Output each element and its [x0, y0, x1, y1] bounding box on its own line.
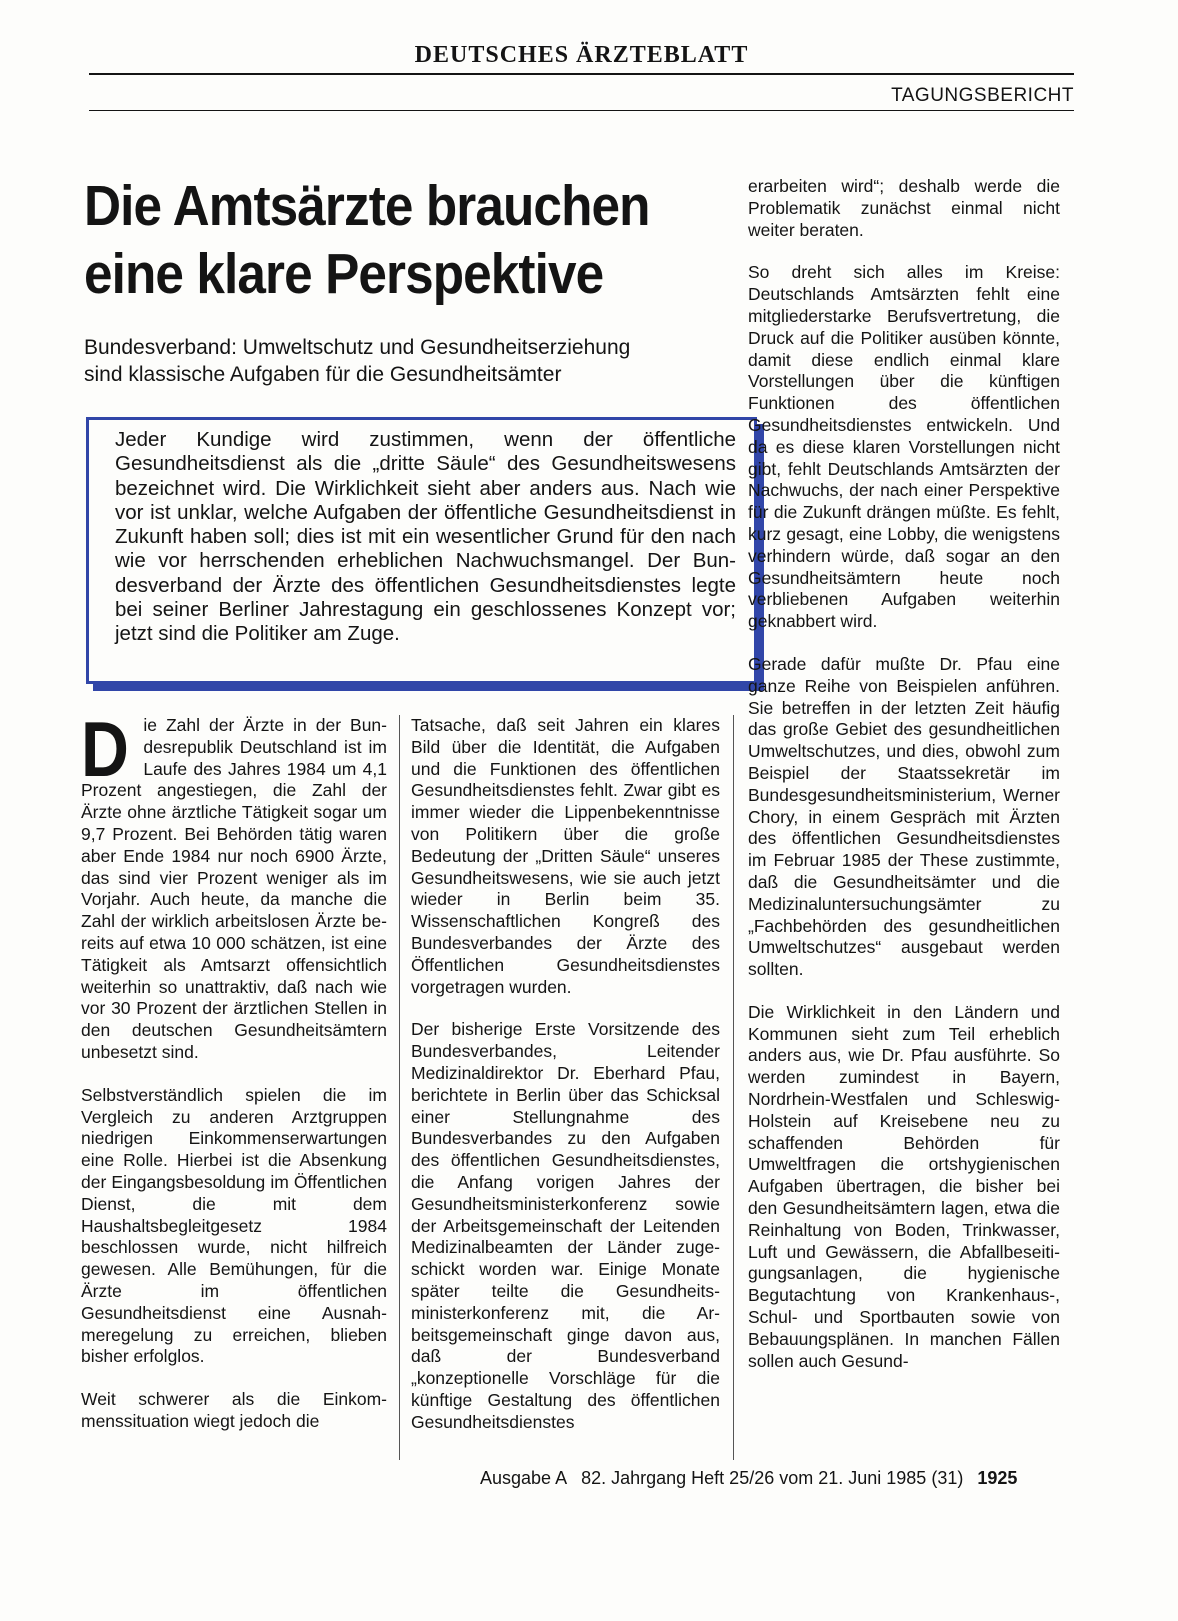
lead-paragraph: Jeder Kundige wird zustimmen, wenn der öffentliche Gesundheitsdienst als die „dritte Säule“ des Gesundheitswesens bezeichnet wird. Die Wirklichkeit sieht aber anders aus. Nach wie vor ist unklar, welche Aufgaben der öffentliche Gesundheitsdienst in Zukunft haben soll; dies ist mit ein wesentlicher Grund für den nach wie vor herrschenden erheblichen Nachwuchsmangel. Der Bundesverband der Ärzte des öffentlichen Gesundheitsdienstes legte bei seiner Berliner Jahrestagung ein geschlossenes Konzept vor; jetzt sind die Politiker am Zuge.	[115, 428, 736, 646]
paragraph: Die Wirklichkeit in den Ländern und Kommunen sieht zum Teil erheblich anders aus, wie Dr. Pfau ausführte. So werden zumindest in Bayern, Nordrhein-Westfalen und Schleswig-Holstein auf Kreisebene neu zu schaffenden Behörden für Umweltfragen die ortshygienischen Aufgaben übertragen, die bisher bei den Gesundheitsämtern lagen, etwa die Reinhaltung von Boden, Trinkwasser, Luft und Gewässern, die Abfallbeseitigungsanlagen, die hygienische Begutachtung von Krankenhaus-, Schul- und Sportbauten sowie von Bebauungsplänen. In manchen Fällen sollen auch Gesund-	[748, 1001, 1060, 1371]
header-rule-top	[89, 73, 1074, 75]
subhead-line-2: sind klassische Aufgaben für die Gesundheitsämter	[84, 363, 562, 386]
header-rule-bottom	[89, 110, 1074, 111]
paragraph: So dreht sich alles im Kreise: Deutschlands Amtsärzten fehlt eine mitgliederstarke Berufsvertretung, die Druck auf die Politiker ausüben könnte, damit diese endlich einmal klare Vorstellungen über die künftigen Funktionen des öffentlichen Gesundheitsdienstes entwickeln. Und da es diese klaren Vorstellungen nicht gibt, fehlt Deutschlands Amtsärzten der Nachwuchs, der nach einer Perspektive für die Zukunft drängen müßte. Es fehlt, kurz gesagt, eine Lobby, die wenigstens verhindern würde, daß sogar an den Gesundheitsämtern heute noch verbliebenen Aufgaben weiterhin geknabbert wird.	[748, 262, 1060, 632]
headline-line-2: eine klare Perspektive	[84, 242, 604, 306]
paragraph: erarbeiten wird“; deshalb werde die Problematik zunächst einmal nicht weiter beraten.	[748, 176, 1060, 240]
page-number: 1925	[977, 1468, 1018, 1488]
paragraph: Gerade dafür mußte Dr. Pfau eine ganze Reihe von Beispielen anführen. Sie betreffen in der letzten Zeit häufig das große Gebiet des gesundheitlichen Umweltschutzes, und dies, obwohl zum Beispiel der Staatssekretär im Bundesgesundheitsministerium, Werner Chory, in einem Gespräch mit Ärzten des öffentlichen Gesundheitsdienstes im Februar 1985 der These zustimmte, daß die Gesundheitsämter und die Medizinaluntersuchungsämter zu „Fachbehörden des gesundheitlichen Umweltschutzes“ ausgebaut werden sollten.	[748, 653, 1060, 980]
issue-info: Ausgabe A 82. Jahrgang Heft 25/26 vom 21. Juni 1985 (31)	[480, 1468, 964, 1488]
masthead: DEUTSCHES ÄRZTEBLATT	[414, 42, 749, 68]
subhead-line-1: Bundesverband: Umweltschutz und Gesundheitserziehung	[84, 336, 631, 359]
drop-cap: D	[81, 705, 129, 793]
paragraph	[81, 705, 387, 1064]
column-divider-2	[733, 715, 734, 1460]
paragraph: Selbstverständlich spielen die im Vergleich zu anderen Arztgruppen niedrigen Einkommenserwartungen eine Rolle. Hierbei ist die Absenkung der Eingangsbesoldung im Öffentlichen Dienst, die mit dem Haushaltsbegleitgesetz 1984 beschlossen wurde, nicht hilfreich gewesen. Alle Bemühungen, für die Ärzte im öffentlichen Gesundheitsdienst eine Ausnahmeregelung zu erreichen, blieben bisher erfolglos.	[81, 1084, 387, 1367]
headline-line-1: Die Amtsärzte brauchen	[84, 174, 650, 238]
headline	[84, 172, 678, 308]
article-column-2	[411, 715, 720, 1455]
subheadline	[84, 334, 734, 388]
footer	[480, 1468, 1017, 1489]
paragraph: Tatsache, daß seit Jahren ein klares Bild über die Identität, die Aufgaben und die Funktionen des öffentlichen Gesundheitsdienstes fehlt. Zwar gibt es immer wieder die Lippenbekenntnisse von Politikern über die große Bedeutung der „Dritten Säule“ unseres Gesundheitswesens, wie sie auch jetzt wieder in Berlin beim 35. Wissenschaftlichen Kongreß des Bundesverbandes der Ärzte des Öffentlichen Gesundheitsdienstes vorgetragen wurden.	[411, 715, 720, 997]
article-column-1	[81, 705, 387, 1454]
column-divider-1	[399, 715, 400, 1460]
section-label: TAGUNGSBERICHT	[891, 85, 1074, 106]
lead-box	[86, 417, 757, 684]
paragraph: Der bisherige Erste Vorsitzende des Bundesverbandes, Leitender Medizinaldirektor Dr. Eberhard Pfau, berichtete in Berlin über das Schicksal einer Stellungnahme des Bundesverbandes zu den Aufgaben des öffentlichen Gesundheitsdienstes, die Anfang vorigen Jahres der Gesundheitsministerkonferenz sowie der Arbeitsgemeinschaft der Leitenden Medizinalbeamten der Länder zugeschickt worden war. Einige Monate später teilte die Gesundheitsministerkonferenz mit, die Arbeitsgemeinschaft ginge davon aus, daß der Bundesverband „konzeptionelle Vorschläge für die künftige Gestaltung des öffentlichen Gesundheitsdienstes	[411, 1019, 720, 1432]
article-column-3	[748, 176, 1060, 1393]
paragraph-text: ie Zahl der Ärzte in der Bundesrepublik Deutschland ist im Laufe des Jahres 1984 um 4,1 Prozent angestiegen, die Zahl der Ärzte ohne ärztliche Tätigkeit sogar um 9,7 Prozent. Bei Behörden tätig waren aber Ende 1984 nur noch 6900 Ärzte, das sind vier Prozent weniger als im Vorjahr. Auch heute, da manche die Zahl der wirklich arbeitslosen Ärzte bereits auf etwa 10 000 schätzen, ist eine Tätigkeit als Amtsarzt offensichtlich weiterhin so unattraktiv, daß nach wie vor 30 Prozent der ärztlichen Stellen in den deutschen Gesundheitsämtern unbesetzt sind.	[81, 715, 387, 1062]
paragraph: Weit schwerer als die Einkommenssituation wiegt jedoch die	[81, 1389, 387, 1431]
